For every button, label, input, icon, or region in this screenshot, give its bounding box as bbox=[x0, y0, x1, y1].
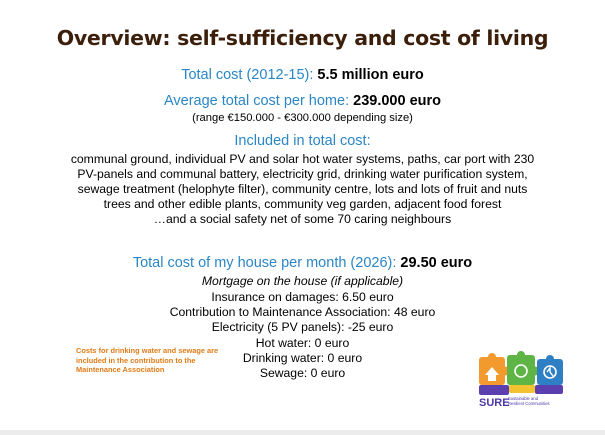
house-cost-label: Total cost of my house per month (2026): bbox=[132, 255, 401, 271]
cost-item-insurance: Insurance on damages: 6.50 euro bbox=[211, 290, 394, 304]
logo-subtitle bbox=[508, 396, 568, 406]
puzzle-icon bbox=[479, 351, 563, 395]
logo-subtitle-line: Sustainable and bbox=[508, 396, 539, 401]
total-cost-value: 5.5 million euro bbox=[317, 67, 424, 83]
included-line: …and a social safety net of some 70 caring neighbours bbox=[153, 212, 452, 226]
cost-item-maintenance: Contribution to Maintenance Association: 48 euro bbox=[169, 305, 436, 319]
included-line: sewage treatment (helophyte filter), community centre, lots and lots of fruit and nuts bbox=[77, 182, 528, 196]
cost-item-sewage: Sewage: 0 euro bbox=[259, 366, 346, 380]
avg-cost-value: 239.000 euro bbox=[353, 93, 442, 109]
included-line: communal ground, individual PV and solar hot water systems, paths, car port with 230 bbox=[70, 152, 535, 166]
total-cost-line bbox=[0, 67, 605, 83]
side-note bbox=[76, 346, 236, 375]
house-cost-value: 29.50 euro bbox=[400, 255, 473, 271]
avg-cost-label: Average total cost per home: bbox=[163, 93, 354, 109]
cost-range: (range €150.000 - €300.000 depending size) bbox=[192, 112, 413, 124]
house-cost-line bbox=[0, 255, 605, 271]
included-heading: Included in total cost: bbox=[234, 133, 371, 149]
cost-item-hot-water: Hot water: 0 euro bbox=[255, 336, 350, 350]
bottom-bar bbox=[0, 430, 605, 435]
side-note-line: included in the contribution to the bbox=[76, 355, 196, 365]
included-line: PV-panels and communal battery, electricity grid, drinking water purification system, bbox=[77, 167, 528, 181]
avg-cost-line bbox=[0, 93, 605, 109]
slide-title: Overview: self-sufficiency and cost of living bbox=[56, 26, 549, 50]
total-cost-label: Total cost (2012-15): bbox=[181, 67, 318, 83]
included-line: trees and other edible plants, community veg garden, adjacent food forest bbox=[103, 197, 502, 211]
cost-item-drinking-water: Drinking water: 0 euro bbox=[242, 351, 363, 365]
cost-item-electricity: Electricity (5 PV panels): -25 euro bbox=[211, 320, 394, 334]
side-note-line: Maintenance Association bbox=[76, 365, 165, 375]
logo-name: SURE bbox=[479, 397, 510, 409]
side-note-line: Costs for drinking water and sewage are bbox=[76, 346, 219, 355]
cost-item-mortgage: Mortgage on the house (if applicable) bbox=[201, 274, 404, 288]
logo-subtitle-line: Resilient Communities bbox=[508, 401, 550, 406]
